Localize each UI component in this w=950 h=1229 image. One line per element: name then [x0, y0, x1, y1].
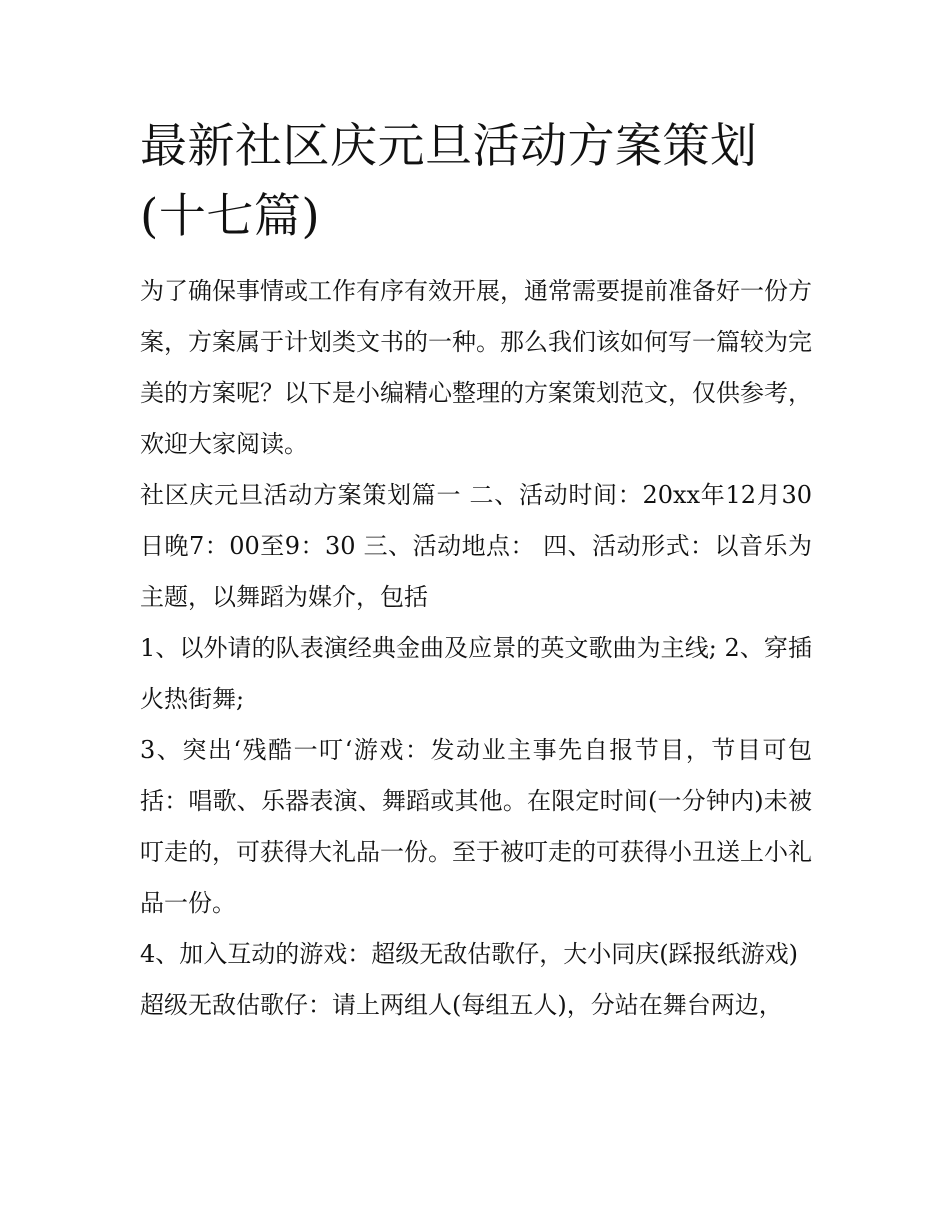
- paragraph-item-1: 1、以外请的队表演经典金曲及应景的英文歌曲为主线; 2、穿插火热街舞;: [140, 634, 812, 713]
- document-title: 最新社区庆元旦活动方案策划(十七篇): [140, 119, 758, 244]
- paragraph-item-4: 4、加入互动的游戏：超级无敌估歌仔，大小同庆(踩报纸游戏): [140, 940, 798, 968]
- document-page: [140, 112, 812, 1031]
- paragraph-item-3: 3、突出‘残酷一叮‘游戏：发动业主事先自报节目，节目可包括：唱歌、乐器表演、舞蹈或其他。在限定时间(一分钟内)未被叮走的，可获得大礼品一份。至于被叮走的可获得小丑送上小礼品一份。: [140, 736, 812, 917]
- paragraph-event-info: 社区庆元旦活动方案策划篇一 二、活动时间：20xx年12月30日晚7：00至9：30 三、活动地点： 四、活动形式：以音乐为主题，以舞蹈为媒介，包括: [140, 481, 812, 611]
- paragraph-game-desc: 超级无敌估歌仔：请上两组人(每组五人)，分站在舞台两边，: [140, 991, 783, 1019]
- paragraph-intro: 为了确保事情或工作有序有效开展，通常需要提前准备好一份方案，方案属于计划类文书的一种。那么我们该如何写一篇较为完美的方案呢？以下是小编精心整理的方案策划范文，仅供参考，欢迎大家阅读。: [140, 277, 812, 458]
- document-body: [140, 266, 812, 1031]
